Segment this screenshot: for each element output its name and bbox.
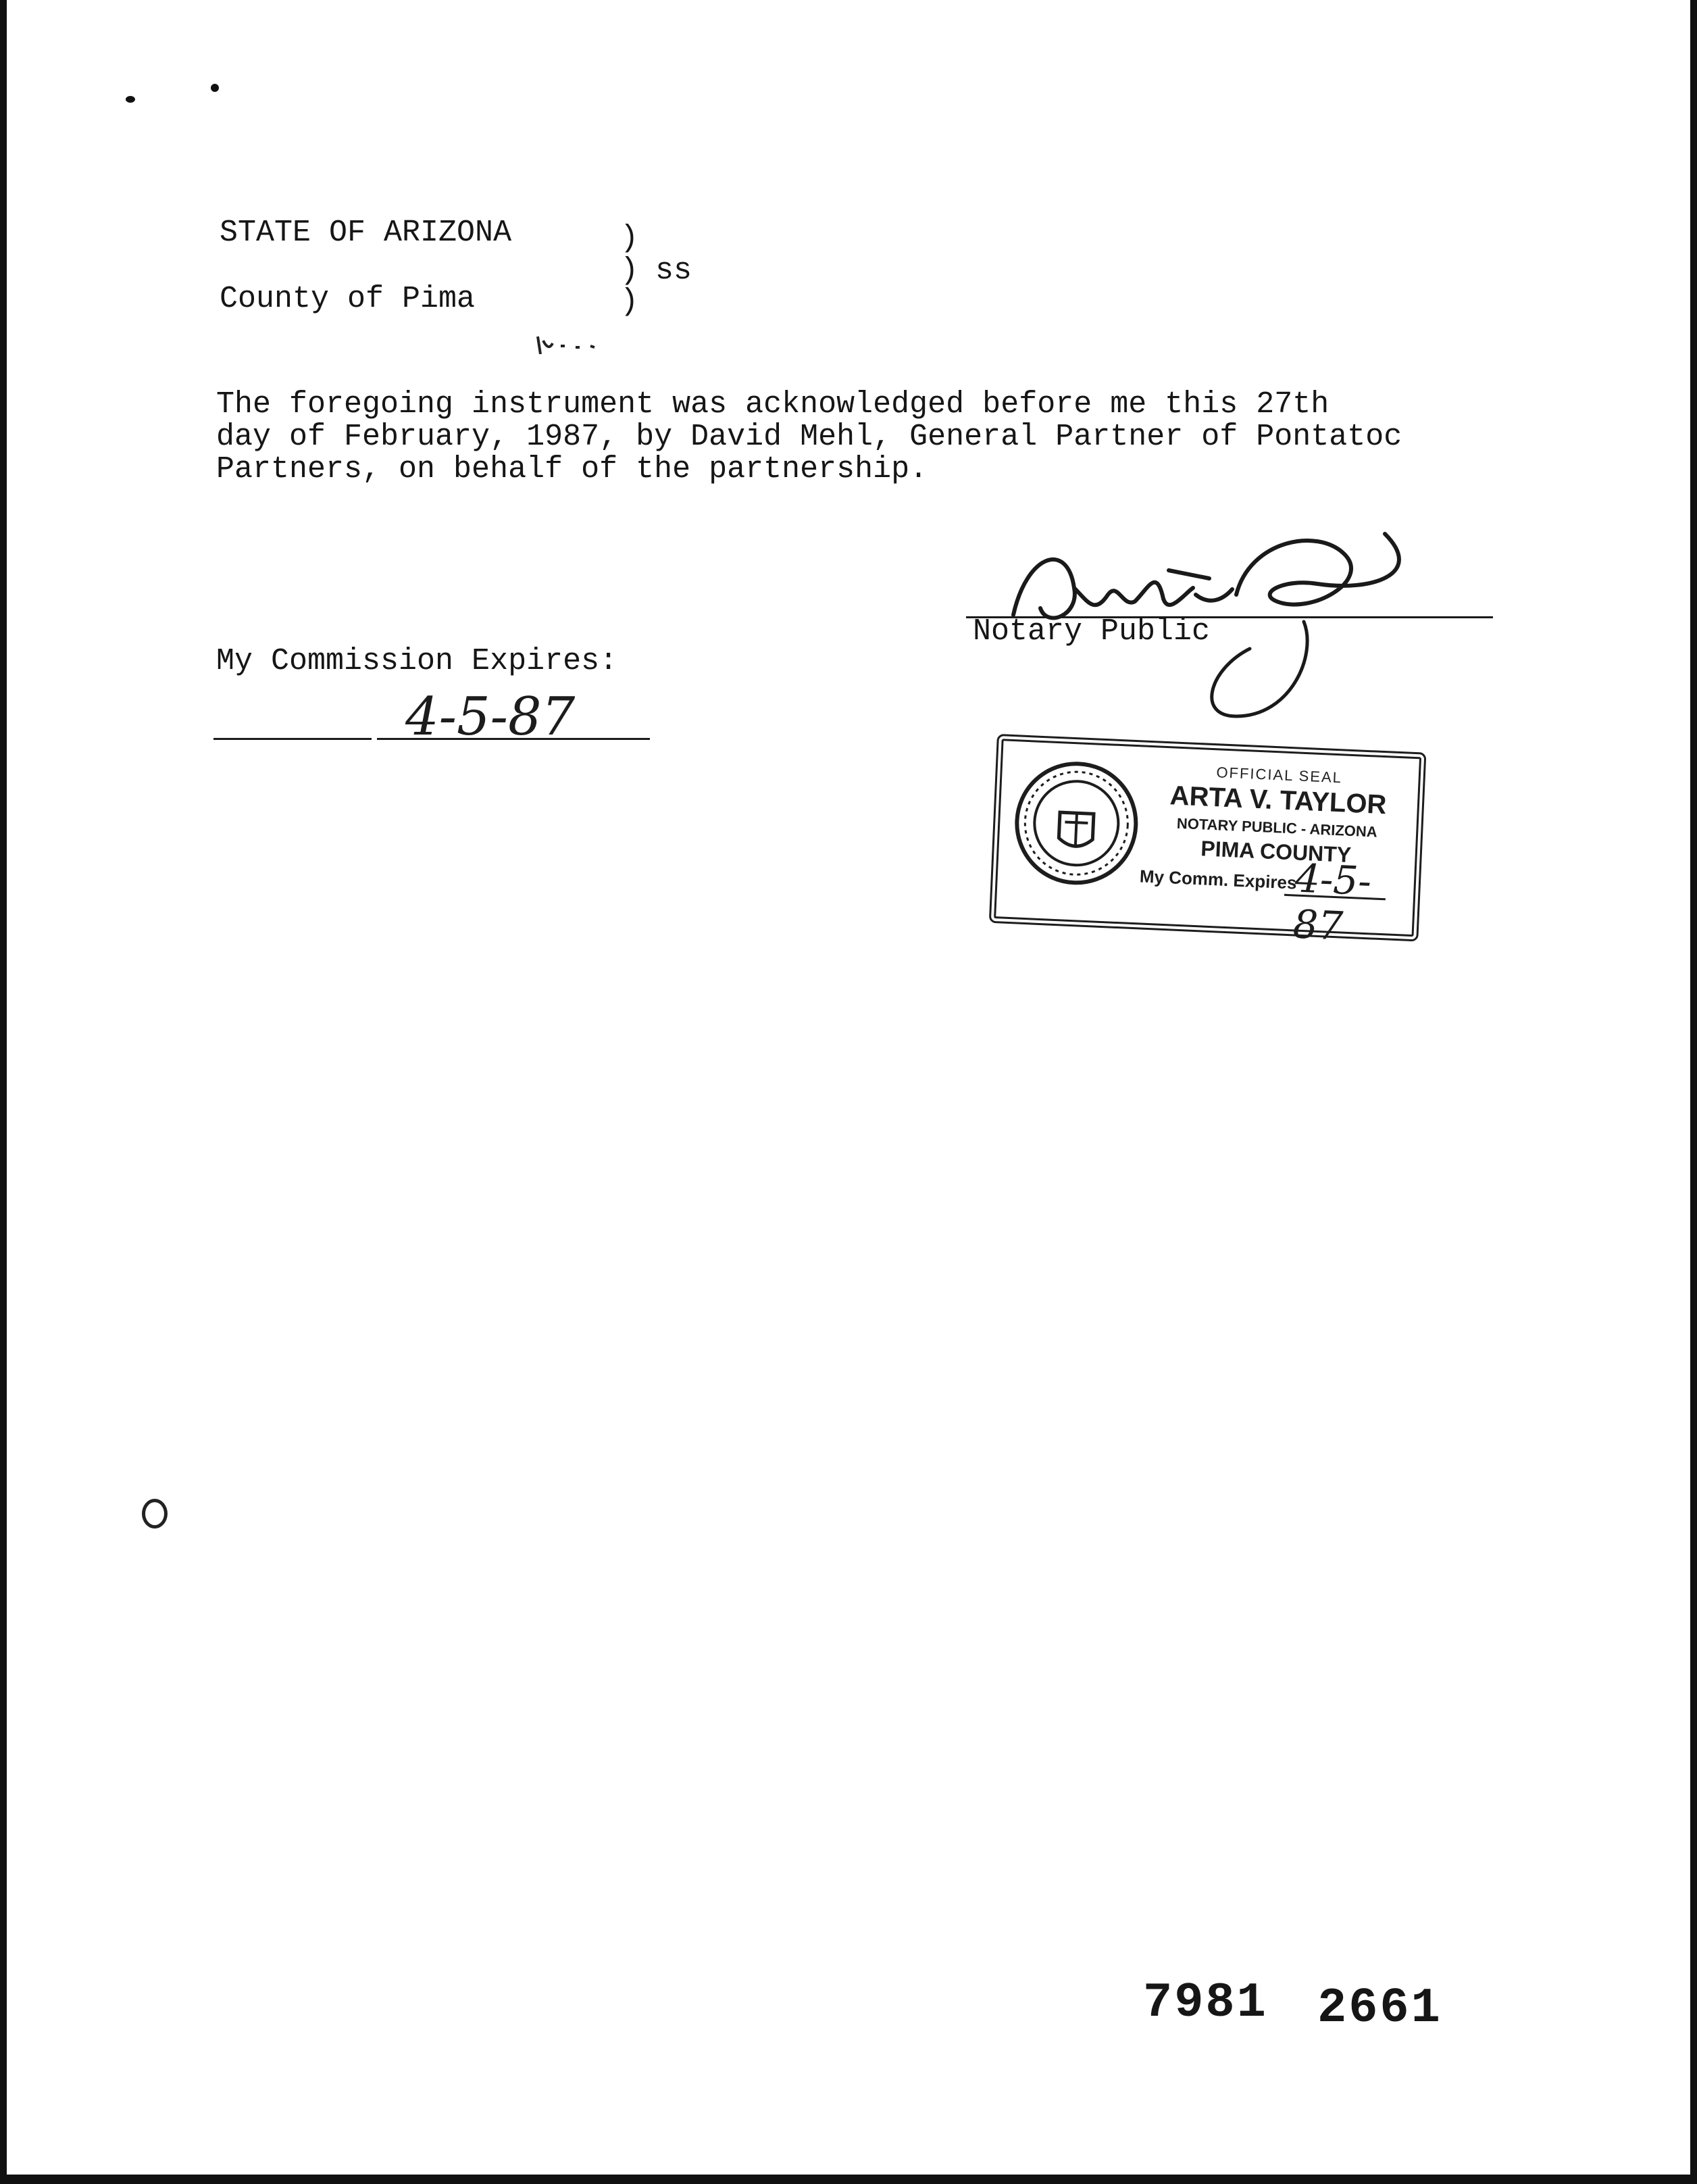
scan-speck — [211, 84, 219, 92]
venue-bracket-mid: ) — [620, 253, 639, 288]
venue-bracket-bottom: ) — [620, 284, 639, 319]
venue-ss: ss — [655, 253, 692, 288]
acknowledgment-line-3: Partners, on behalf of the partnership. — [216, 452, 928, 487]
scan-speck — [126, 96, 135, 103]
notary-label: Notary Public — [973, 614, 1211, 649]
acknowledgment-line-1: The foregoing instrument was acknowledged before me this 27th — [216, 387, 1329, 422]
notary-seal-stamp — [989, 734, 1427, 949]
seal-expires-handwritten: 4-5-87 — [1292, 855, 1373, 949]
notary-signature — [966, 514, 1439, 730]
scan-speck — [142, 1499, 168, 1529]
venue-bracket-top: ) — [620, 221, 639, 255]
venue-state: STATE OF ARIZONA — [220, 216, 512, 250]
seal-line-4: PIMA COUNTY — [1200, 836, 1352, 868]
seal-line-2: ARTA V. TAYLOR — [1169, 780, 1388, 820]
commission-rule-left — [213, 738, 372, 740]
commission-date-handwritten: 4-5-87 — [405, 687, 576, 747]
document-number-left: 7981 — [1143, 1975, 1268, 2031]
venue-county: County of Pima — [220, 282, 476, 316]
scan-smudge — [534, 331, 608, 358]
document-number-right: 2661 — [1317, 1981, 1442, 2036]
document-page — [7, 0, 1690, 2175]
arizona-state-seal-icon — [1009, 756, 1143, 890]
seal-line-3: NOTARY PUBLIC - ARIZONA — [1176, 814, 1378, 841]
acknowledgment-line-2: day of February, 1987, by David Mehl, General Partner of Pontatoc — [216, 420, 1402, 454]
commission-label: My Commission Expires: — [216, 644, 618, 678]
seal-line-5: My Comm. Expires — [1139, 866, 1298, 893]
seal-line-1: OFFICIAL SEAL — [1215, 764, 1343, 787]
